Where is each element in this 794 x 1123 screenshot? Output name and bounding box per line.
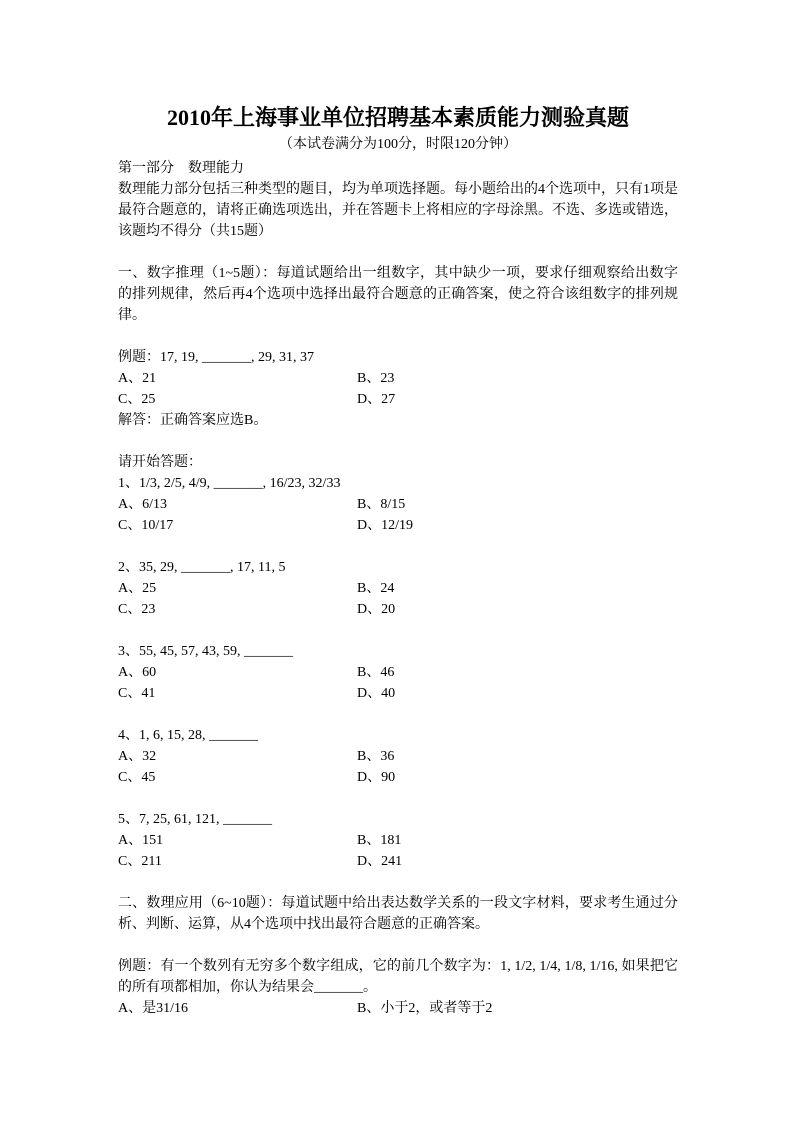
option-a: A、6/13 <box>118 497 167 512</box>
section2-example-options-ab <box>118 998 678 1019</box>
option-b: B、181 <box>357 833 402 848</box>
exam-subtitle: （本试卷满分为100分，时限120分钟） <box>279 137 517 152</box>
option-c: C、41 <box>118 686 156 701</box>
option-d: D、12/19 <box>357 518 413 533</box>
option-c: C、211 <box>118 854 162 869</box>
section1-intro: 一、数字推理（1~5题）：每道试题给出一组数字，其中缺少一项，要求仔细观察给出数字的排列规律，然后再4个选项中选择出最符合题意的正确答案，使之符合该组数字的排列规律。 <box>118 266 678 323</box>
spacer <box>118 704 678 725</box>
option-d: D、241 <box>357 854 403 869</box>
option-b: B、24 <box>357 581 395 596</box>
option-c: C、23 <box>118 602 156 617</box>
option-b: B、36 <box>357 749 395 764</box>
spacer <box>118 935 678 956</box>
options-row <box>118 599 678 620</box>
option-b: B、小于2，或者等于2 <box>357 1001 493 1016</box>
options-row <box>118 767 678 788</box>
spacer <box>118 242 678 263</box>
section1-example-answer: 解答：正确答案应选B。 <box>118 413 268 428</box>
options-row <box>118 662 678 683</box>
part1-instructions: 数理能力部分包括三种类型的题目，均为单项选择题。每小题给出的4个选项中，只有1项是最符合题意的，请将正确选项选出，并在答题卡上将相应的字母涂黑。不选、多选或错选，该题均不得分（共15题） <box>118 182 678 239</box>
question-text: 3、55, 45, 57, 43, 59, _______ <box>118 644 293 659</box>
question-text: 1、1/3, 2/5, 4/9, _______, 16/23, 32/33 <box>118 476 341 491</box>
options-row <box>118 746 678 767</box>
spacer <box>118 872 678 893</box>
spacer <box>118 536 678 557</box>
section1-example-options-ab <box>118 368 678 389</box>
option-d: D、90 <box>357 770 396 785</box>
option-a: A、151 <box>118 833 164 848</box>
option-d: D、27 <box>357 392 396 407</box>
option-c: C、10/17 <box>118 518 174 533</box>
options-row <box>118 515 678 536</box>
option-b: B、8/15 <box>357 497 406 512</box>
document-content <box>118 102 678 1019</box>
option-a: A、32 <box>118 749 157 764</box>
question-1 <box>118 473 678 536</box>
options-row <box>118 830 678 851</box>
question-2 <box>118 557 678 620</box>
spacer <box>118 788 678 809</box>
option-a: A、21 <box>118 371 157 386</box>
option-a: A、是31/16 <box>118 1001 188 1016</box>
option-a: A、25 <box>118 581 157 596</box>
option-c: C、45 <box>118 770 156 785</box>
question-text: 2、35, 29, _______, 17, 11, 5 <box>118 560 286 575</box>
spacer <box>118 326 678 347</box>
question-text: 5、7, 25, 61, 121, _______ <box>118 812 272 827</box>
section1-example-options-cd <box>118 389 678 410</box>
option-a: A、60 <box>118 665 157 680</box>
option-d: D、20 <box>357 602 396 617</box>
option-d: D、40 <box>357 686 396 701</box>
options-row <box>118 494 678 515</box>
options-row <box>118 851 678 872</box>
section2-intro: 二、数理应用（6~10题）：每道试题中给出表达数学关系的一段文字材料，要求考生通过分析、判断、运算，从4个选项中找出最符合题意的正确答案。 <box>118 896 678 932</box>
question-3 <box>118 641 678 704</box>
section1-example-question: 例题：17, 19, _______, 29, 31, 37 <box>118 350 314 365</box>
spacer <box>118 620 678 641</box>
page-title: 2010年上海事业单位招聘基本素质能力测验真题 <box>166 105 629 130</box>
part1-heading: 第一部分 数理能力 <box>118 161 244 176</box>
option-c: C、25 <box>118 392 156 407</box>
section2-example-question: 例题：有一个数列有无穷多个数字组成，它的前几个数字为：1, 1/2, 1/4, 1/8, 1/16, 如果把它的所有项都相加，你认为结果会_______。 <box>118 959 678 995</box>
question-5 <box>118 809 678 872</box>
spacer <box>118 431 678 452</box>
start-prompt: 请开始答题： <box>118 455 202 470</box>
question-text: 4、1, 6, 15, 28, _______ <box>118 728 258 743</box>
option-b: B、46 <box>357 665 395 680</box>
options-row <box>118 683 678 704</box>
option-b: B、23 <box>357 371 395 386</box>
question-4 <box>118 725 678 788</box>
options-row <box>118 578 678 599</box>
